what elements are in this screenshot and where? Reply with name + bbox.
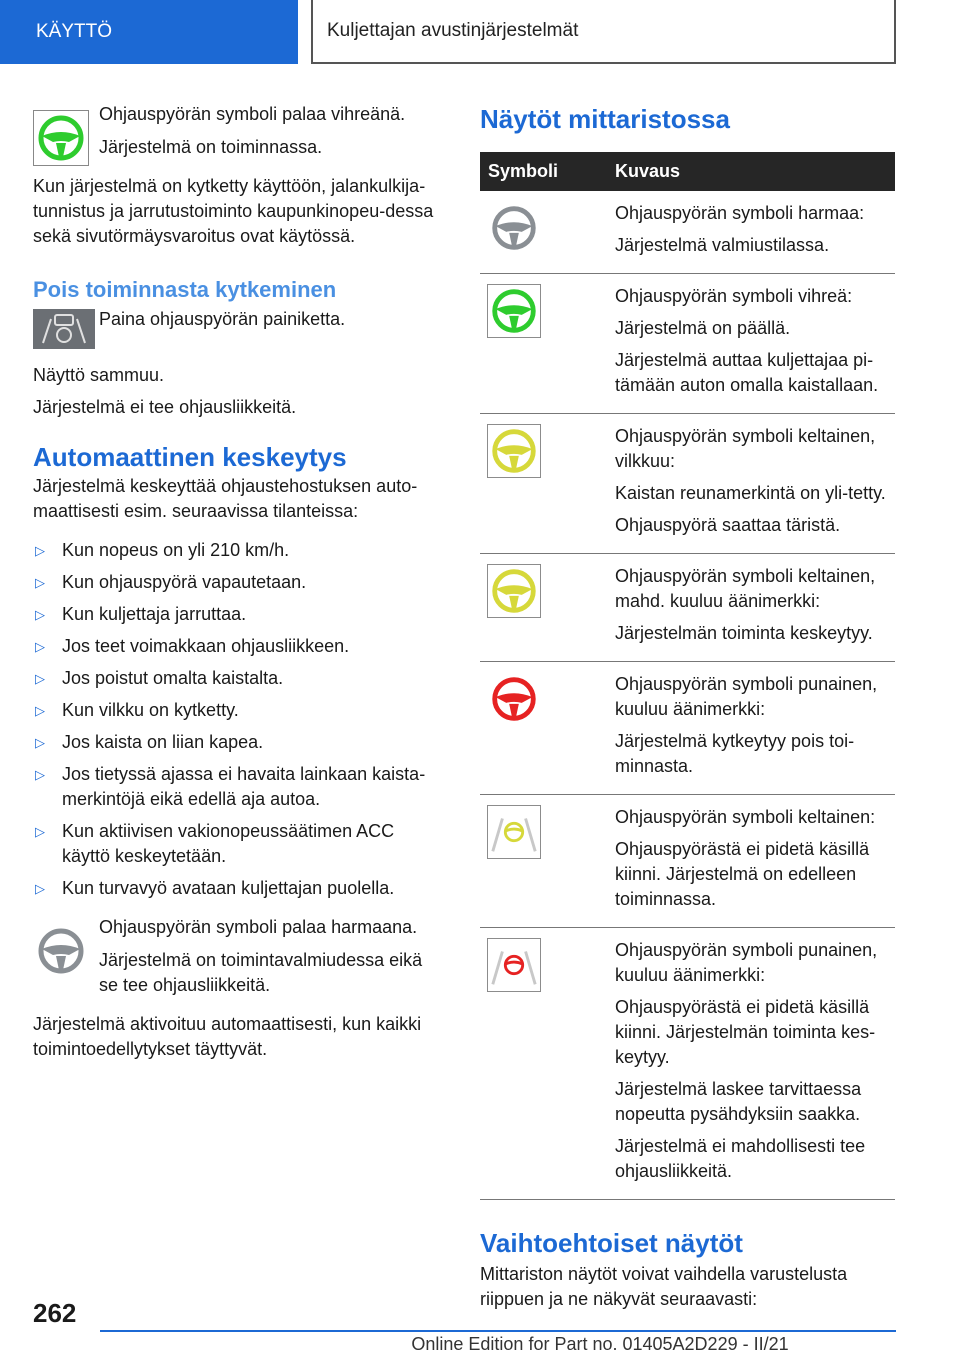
auto-activation-paragraph: Järjestelmä aktivoituu automaattisesti, kun kaikki toimintoedellytykset täyttyvät. (33, 1014, 422, 1059)
table-row: Ohjauspyörän symboli keltainen, mahd. kuuluu äänimerkki: Järjestelmän toiminta keskeytyy. (480, 554, 895, 662)
auto-intro: Järjestelmä keskeyttää ohjaustehostuksen auto-maattisesti esim. seuraavissa tilanteissa: (33, 476, 418, 521)
activation-paragraph: Kun järjestelmä on kytketty käyttöön, jalankulkija-tunnistus ja jarrutustoiminto kaupunkinopeu-dessa sekä sivutörmäysvaroitus ovat käytössä. (33, 176, 434, 246)
alternative-text: Mittariston näytöt voivat vaihdella varustelusta riippuen ja ne näkyvät seuraavasti: (480, 1264, 848, 1309)
green-text-1: Ohjauspyörän symboli palaa vihreänä. (99, 104, 406, 124)
symbol-table (480, 152, 895, 1200)
triangle-bullet-icon: ▷ (35, 735, 45, 750)
steering-wheel-green-icon (33, 110, 89, 166)
page-number: 262 (33, 1298, 77, 1328)
section-tab: KÄYTTÖ (0, 0, 298, 64)
grey-text-1: Ohjauspyörän symboli palaa harmaana. (99, 917, 418, 937)
list-item: ▷ Kun vilkku on kytketty. (33, 698, 443, 723)
heading-auto-interrupt: Automaattinen keskeytys (33, 442, 347, 472)
interrupt-list (33, 538, 443, 901)
table-row: Ohjauspyörän symboli vihreä: Järjestelmä on päällä. Järjestelmä auttaa kuljettajaa pi-tämään auton omalla kaistallaan. (480, 274, 895, 414)
triangle-bullet-icon: ▷ (35, 639, 45, 654)
table-row: Ohjauspyörän symboli keltainen, vilkkuu: Kaistan reunamerkintä on yli-tetty. Ohjauspyörä saattaa täristä. (480, 414, 895, 554)
steering-wheel-red-icon (487, 672, 541, 726)
list-item: ▷ Kun nopeus on yli 210 km/h. (33, 538, 443, 563)
table-row: Ohjauspyörän symboli keltainen: Ohjauspyörästä ei pidetä käsillä kiinni. Järjestelmä on edelleen toiminnassa. (480, 795, 895, 928)
steering-wheel-green-icon (487, 284, 541, 338)
chapter-title: Kuljettajan avustinjärjestelmät (311, 0, 896, 64)
list-item: ▷ Kun turvavyö avataan kuljettajan puolella. (33, 876, 443, 901)
page-header (0, 0, 960, 66)
triangle-bullet-icon: ▷ (35, 767, 45, 782)
steering-wheel-yellow-icon (487, 424, 541, 478)
grey-text-2: Järjestelmä on toimintavalmiudessa eikä se tee ohjausliikkeitä. (99, 950, 423, 995)
heading-alternative-displays: Vaihtoehtoiset näytöt (480, 1228, 743, 1258)
steering-wheel-yellow-icon (487, 564, 541, 618)
footer-divider (100, 1330, 896, 1332)
hands-off-yellow-icon (487, 805, 541, 859)
list-item: ▷ Kun ohjauspyörä vapautetaan. (33, 570, 443, 595)
col-header-description: Kuvaus (607, 152, 895, 191)
triangle-bullet-icon: ▷ (35, 703, 45, 718)
edition-text: Online Edition for Part no. 01405A2D229 - II/21 (411, 1334, 789, 1354)
green-text-2: Järjestelmä on toiminnassa. (99, 137, 323, 157)
off-line-2: Järjestelmä ei tee ohjausliikkeitä. (33, 397, 297, 417)
table-row: Ohjauspyörän symboli punainen, kuuluu äänimerkki: Ohjauspyörästä ei pidetä käsillä kiinni. Järjestelmän toiminta kes-keytyy. Järjestelmä laskee tarvittaessa nopeutta pysähdyksiin saakka. Järjestelmä ei mahdollisesti tee ohjausliikkeitä. (480, 928, 895, 1200)
triangle-bullet-icon: ▷ (35, 607, 45, 622)
table-header-row (480, 152, 895, 191)
list-item: ▷ Kun aktiivisen vakionopeussäätimen ACC käyttö keskeytetään. (35, 821, 395, 866)
steering-assist-button-icon (33, 309, 95, 349)
table-row: Ohjauspyörän symboli harmaa: Järjestelmä valmiustilassa. (480, 191, 895, 274)
triangle-bullet-icon: ▷ (35, 881, 45, 896)
button-instruction: Paina ohjauspyörän painiketta. (99, 309, 346, 329)
list-item: ▷ Jos teet voimakkaan ohjausliikkeen. (33, 634, 443, 659)
right-column (480, 100, 895, 1312)
hands-off-red-icon (487, 938, 541, 992)
list-item: ▷ Kun kuljettaja jarruttaa. (33, 602, 443, 627)
table-row: Ohjauspyörän symboli punainen, kuuluu äänimerkki: Järjestelmä kytkeytyy pois toi-minnasta. (480, 662, 895, 795)
green-indicator-row (33, 102, 443, 162)
left-column (33, 100, 443, 1062)
button-row (33, 307, 443, 367)
steering-wheel-grey-icon (33, 923, 89, 979)
triangle-bullet-icon: ▷ (35, 543, 45, 558)
heading-switch-off: Pois toiminnasta kytkeminen (33, 277, 337, 302)
heading-displays: Näytöt mittaristossa (480, 104, 730, 134)
triangle-bullet-icon: ▷ (35, 671, 45, 686)
triangle-bullet-icon: ▷ (35, 824, 45, 839)
grey-indicator-row (33, 915, 443, 998)
list-item: ▷ Jos kaista on liian kapea. (33, 730, 443, 755)
list-item: ▷ Jos tietyssä ajassa ei havaita lainkaan kaista-merkintöjä eikä edellä aja autoa. (35, 764, 426, 809)
list-item: ▷ Jos poistut omalta kaistalta. (33, 666, 443, 691)
col-header-symbol: Symboli (480, 152, 607, 191)
off-line-1: Näyttö sammuu. (33, 365, 165, 385)
triangle-bullet-icon: ▷ (35, 575, 45, 590)
steering-wheel-grey-icon (487, 201, 541, 255)
